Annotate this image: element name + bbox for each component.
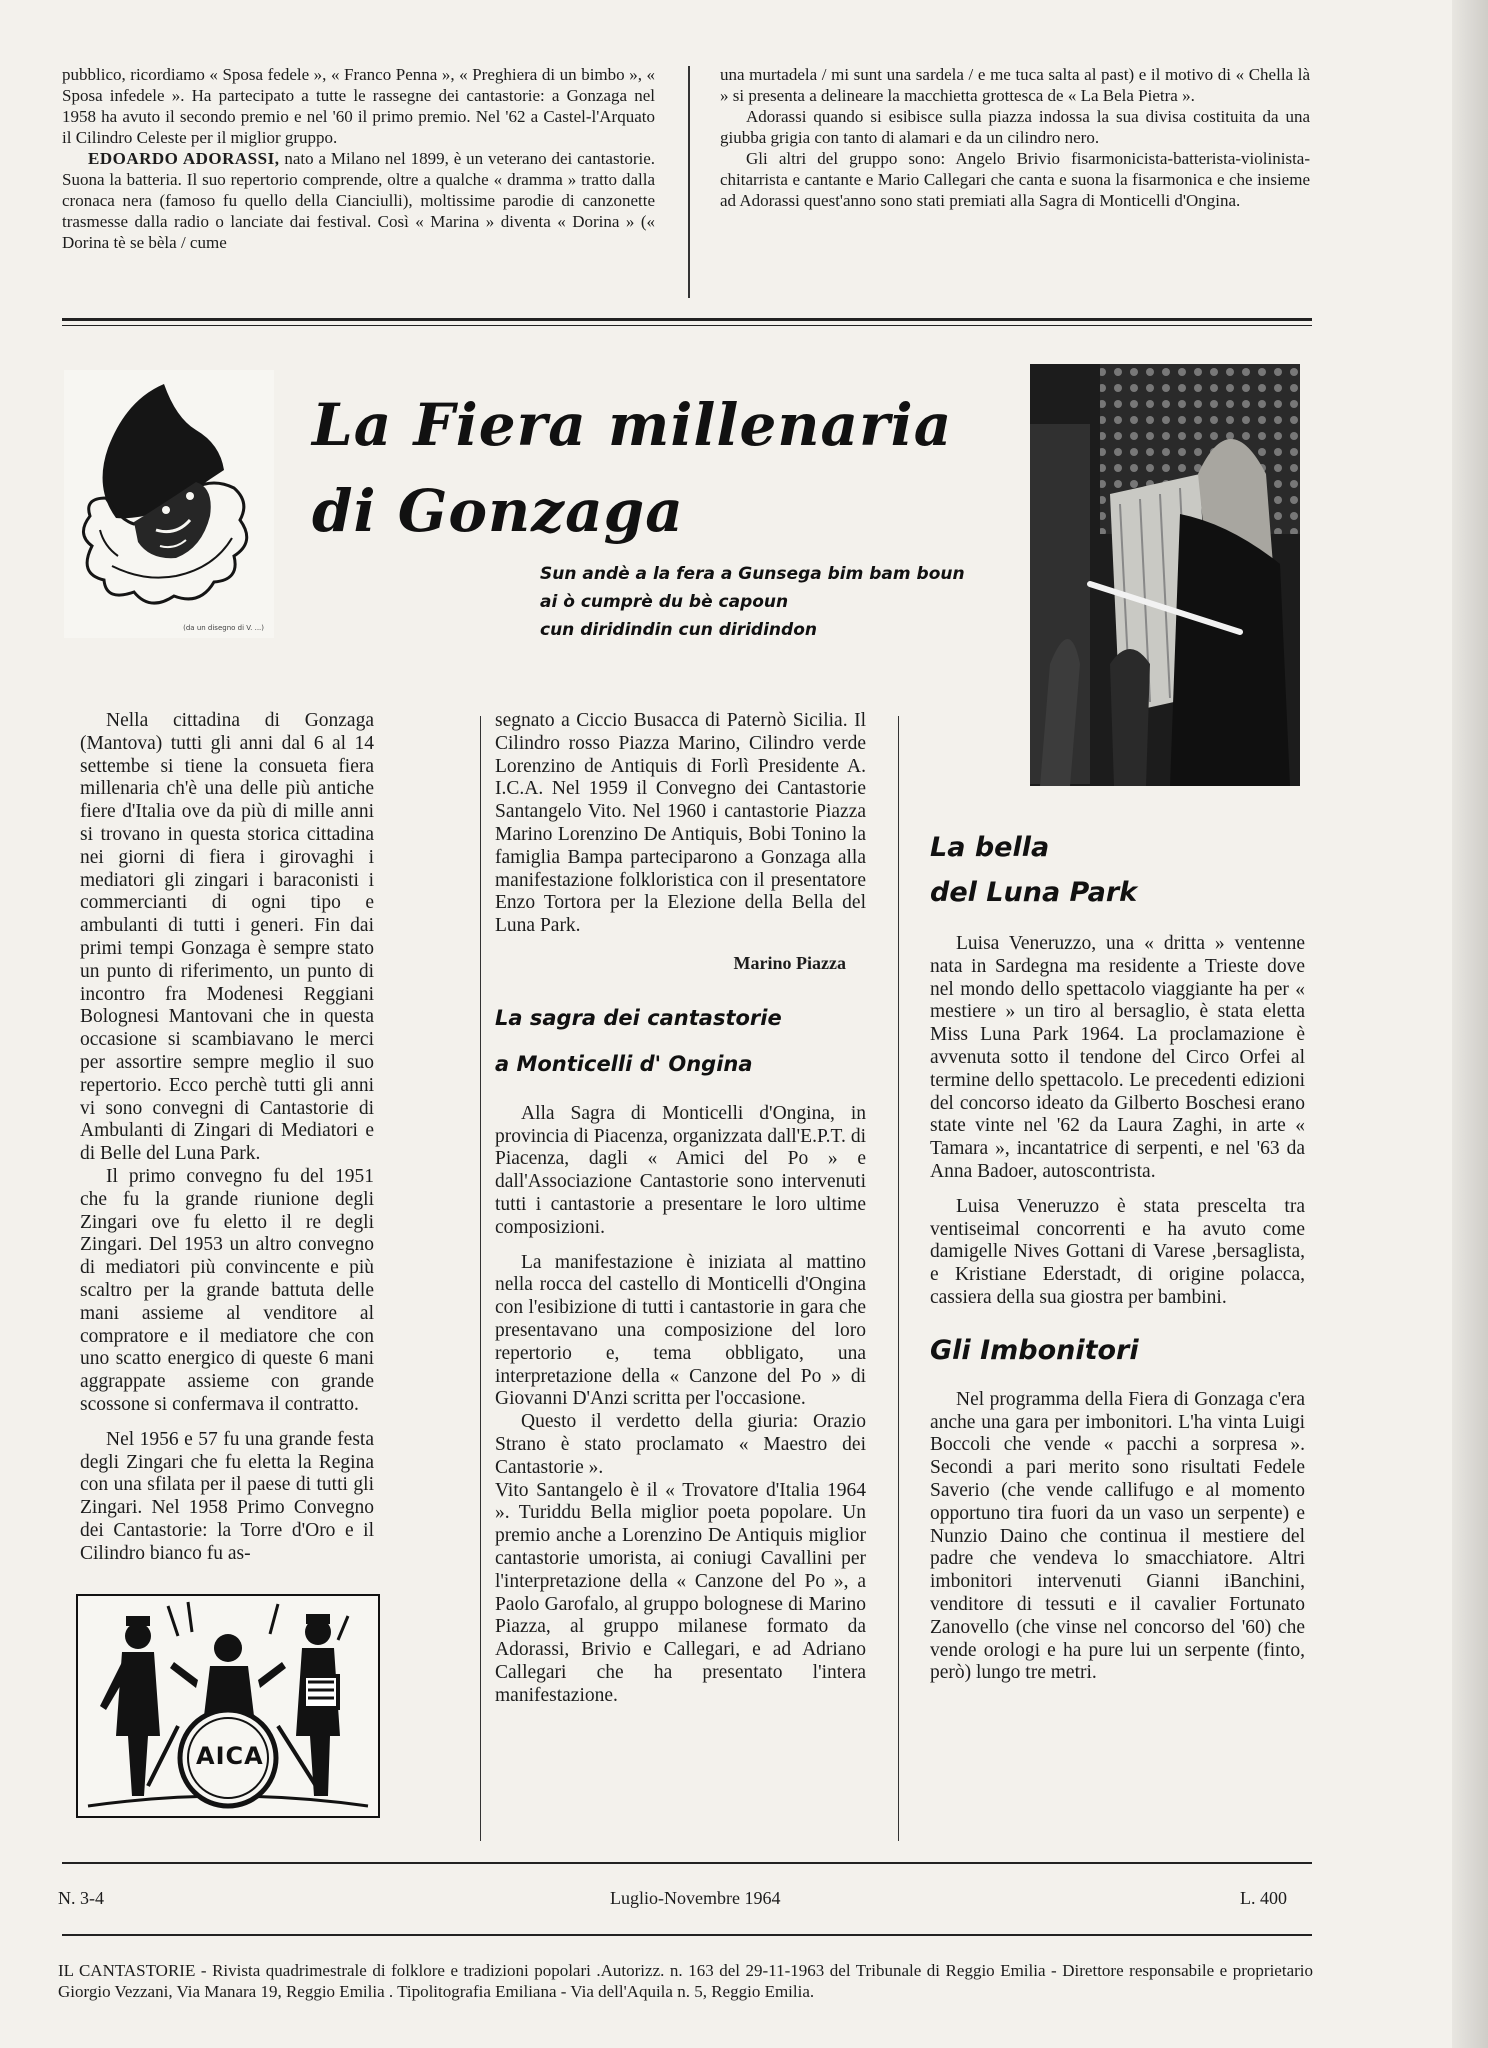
illustration-signature: (da un disegno di V. ...) bbox=[183, 624, 264, 632]
page-edge bbox=[1452, 0, 1488, 2048]
issue-date: Luglio-Novembre 1964 bbox=[610, 1888, 781, 1908]
bella-paragraph-2: Luisa Veneruzzo è stata prescelta tra ventiseimal concorrenti e ha avuto come damigelle Nives Gottani di Varese ,bersaglista, e Kristiane Ederstadt, di origine polacca, cassiera della sua giostra per bambini. bbox=[930, 1195, 1305, 1308]
fairground-photo bbox=[1030, 364, 1300, 786]
footer-divider-top bbox=[62, 1862, 1312, 1864]
column-divider-2 bbox=[898, 716, 899, 1841]
top-left-column bbox=[62, 64, 655, 253]
adorassi-name: EDOARDO ADORASSI, bbox=[88, 149, 280, 168]
top-right-column bbox=[720, 64, 1310, 211]
bella-heading bbox=[930, 825, 1305, 915]
epigraph-verse bbox=[540, 560, 1010, 644]
top-right-paragraph-2: Adorassi quando si esibisce sulla piazza indossa la sua divisa costituita da una giubba grigia con tanto di alamari e da un cilindro nero. bbox=[720, 107, 1310, 147]
colophon: IL CANTASTORIE - Rivista quadrimestrale di folklore e tradizioni popolari .Autorizz. n. 163 del 29-11-1963 del Tribunale di Reggio Emilia - Direttore responsabile e proprietario Giorgio Vezzani, Via Manara 19, Reggio Emilia . Tipolitografia Emiliana - Via dell'Aquila n. 5, Reggio Emilia. bbox=[58, 1961, 1313, 2001]
article-column-1 bbox=[80, 710, 374, 1565]
verse-line-3: cun diridindin cun diridindon bbox=[540, 620, 817, 640]
top-left-paragraph: pubblico, ricordiamo « Sposa fedele », « Franco Penna », « Preghiera di un bimbo », « Sposa infedele ». Ha partecipato a tutte le rassegne dei cantastorie: a Gonzaga nel 1958 ha avuto il secondo premio e nel '60 il primo premio. Nel '62 a Castel-l'Arquato il Cilindro Celeste per il miglior gruppo. bbox=[62, 65, 655, 147]
article-column-2 bbox=[495, 710, 866, 1707]
verse-line-2: ai ò cumprè du bè capoun bbox=[540, 592, 789, 612]
title-line-1: La Fiera millenaria bbox=[312, 391, 953, 459]
imbonitori-paragraph: Nel programma della Fiera di Gonzaga c'era anche una gara per imbonitori. L'ha vinta Luigi Boccoli che vende « pacchi a sorpresa ». Secondi a pari merito sono risultati Fedele Saverio (che vende callifugo e al momento opportuno tira fuori da un vaso un serpente) e Nunzio Daino che continua il mestiere del padre che vendeva lo smacchiatore. Altri imbonitori intervenuti Gianni iBanchini, venditore di tessuti e il cavalier Fortunato Zanovello (che vinse nel concorso del '60) che vende orologi e ha pure lui un serpente (finto, però) lungo tre metri. bbox=[930, 1388, 1305, 1684]
imbonitori-heading: Gli Imbonitori bbox=[930, 1334, 1139, 1366]
woodcut-drawing bbox=[78, 1596, 378, 1816]
sagra-heading-line-2: a Monticelli d' Ongina bbox=[495, 1051, 753, 1076]
photo-image bbox=[1030, 364, 1300, 786]
col1-paragraph-1: Nella cittadina di Gonzaga (Mantova) tutti gli anni dal 6 al 14 settembe si tiene la consueta fiera millenaria ch'è una delle più antiche fiere d'Italia ove da più di mille anni si trovano in questa storica cittadina nei giorni di fiera i girovaghi i mediatori gli zingari i baraconisti i commercianti di ogni tipo e ambulanti di tutti i generi. Fin dai primi tempi Gonzaga è sempre stato un punto di riferimento, un punto di incontro fra Modenesi Reggiani Bolognesi Mantovani che in questa occasione si scambiavano le merci per assortire sempre meglio il suo repertorio. Ecco perchè tutti gli anni vi sono convegni di Cantastorie di Ambulanti di Zingari di Mediatori e di Belle del Luna Park. bbox=[80, 710, 374, 1165]
top-column-divider bbox=[688, 66, 690, 298]
verse-line-1: Sun andè a la fera a Gunsega bim bam boun bbox=[540, 564, 965, 584]
cantastorie-woodcut bbox=[76, 1594, 380, 1818]
issue-price: L. 400 bbox=[1240, 1888, 1287, 1908]
pierrot-drawing bbox=[64, 370, 274, 638]
bella-heading-line-2: del Luna Park bbox=[930, 877, 1138, 908]
sagra-heading-line-1: La sagra dei cantastorie bbox=[495, 1005, 782, 1030]
col2-paragraph-1: segnato a Ciccio Busacca di Paternò Sicilia. Il Cilindro rosso Piazza Marino, Cilindro verde Lorenzino de Antiquis di Forlì Presidente A. I.C.A. Nel 1959 il Convegno dei Cantastorie Santangelo Vito. Nel 1960 i cantastorie Piazza Marino Lorenzino De Antiquis, Bobi Tonino la famiglia Bampa parteciparono a Gonzaga alla manifestazione folkloristica con il presentatore Enzo Tortora per la Elezione della Bella del Luna Park. bbox=[495, 710, 866, 937]
column-divider-1 bbox=[480, 716, 481, 1841]
sagra-paragraph-1: Alla Sagra di Monticelli d'Ongina, in provincia di Piacenza, organizzata dall'E.P.T. di Piacenza, dagli « Amici del Po » e dall'Associazione Cantastorie sono intervenuti tutti i cantastorie a presentare le loro ultime composizioni. bbox=[495, 1102, 866, 1238]
adorassi-paragraph bbox=[62, 148, 655, 253]
top-right-paragraph-1: una murtadela / mi sunt una sardela / e me tuca salta al past) e il motivo di « Chella là » si presenta a delineare la macchietta grottesca de « La Bela Pietra ». bbox=[720, 65, 1310, 105]
issue-number: N. 3-4 bbox=[58, 1888, 104, 1908]
adorassi-text: nato a Milano nel 1899, è un veterano dei cantastorie. Suona la batteria. Il suo repertorio comprende, oltre a qualche « dramma » tratto dalla cronaca nera (famoso fu quello della Cianciulli), moltissime parodie di canzonette trasmesse dalla radio o lanciate dai festival. Così « Marina » diventa « Dorina » (« Dorina tè se bèla / cume bbox=[62, 149, 655, 252]
footer-divider-bottom bbox=[62, 1934, 1312, 1936]
sagra-paragraph-2: La manifestazione è iniziata al mattino nella rocca del castello di Monticelli d'Ongina con l'esibizione di tutti i cantastorie in gara che presentavano una composizione del loro repertorio e, tema obbligato, una interpretazione della « Canzone del Po » di Giovanni D'Anzi scritta per l'occasione. bbox=[495, 1251, 866, 1410]
article-signature: Marino Piazza bbox=[733, 952, 846, 973]
article-title bbox=[312, 382, 1012, 554]
bella-paragraph-1: Luisa Veneruzzo, una « dritta » ventenne nata in Sardegna ma residente a Trieste dove nel mondo dello spettacolo viaggiante ha per « mestiere » un tiro al bersaglio, è stata eletta Miss Luna Park 1964. La proclamazione è avvenuta sotto il tendone del Circo Orfei al termine dello spettacolo. Le precedenti edizioni del concorso ideato da Gilberto Boschesi erano state vinte nel '62 da Laura Zaghi, in arte « Tamara », incantatrice di serpenti, e nel '63 da Anna Badoer, autoscontrista. bbox=[930, 933, 1305, 1182]
sagra-heading bbox=[495, 995, 866, 1087]
sagra-paragraph-4: Vito Santangelo è il « Trovatore d'Italia 1964 ». Turiddu Bella miglior poeta popolare. Un premio anche a Lorenzino De Antiquis miglior cantastorie umorista, ai coniugi Cavallini per l'interpretazione della « Canzone del Po », a Paolo Garofalo, al gruppo bolognese di Marino Piazza, al gruppo milanese formato da Adorassi, Brivio e Callegari, e ad Adriano Callegari che ha presentato l'intera manifestazione. bbox=[495, 1479, 866, 1706]
article-column-3 bbox=[930, 825, 1305, 1685]
bella-heading-line-1: La bella bbox=[930, 832, 1050, 863]
section-divider-thin bbox=[62, 325, 1312, 326]
top-right-paragraph-3: Gli altri del gruppo sono: Angelo Brivio fisarmonicista-batterista-violinista-chitarrista e cantante e Mario Callegari che canta e suona la fisarmonica e che insieme ad Adorassi quest'anno sono stati premiati alla Sagra di Monticelli d'Ongina. bbox=[720, 149, 1310, 210]
drum-label: AICA bbox=[196, 1742, 264, 1770]
sagra-paragraph-3: Questo il verdetto della giuria: Orazio Strano è stato proclamato « Maestro dei Cantastorie ». bbox=[495, 1411, 866, 1478]
pierrot-illustration bbox=[64, 370, 274, 638]
title-line-2: di Gonzaga bbox=[312, 477, 684, 545]
section-divider-top bbox=[62, 318, 1312, 321]
col1-paragraph-2: Il primo convegno fu del 1951 che fu la grande riunione degli Zingari ove fu eletto il re degli Zingari. Del 1953 un altro convegno di mediatori più convincente e più scaltro per la grande battuta delle mani assieme al venditore al compratore e il mediatore che con uno scatto energico di queste 6 mani aggrappate assieme con grande scossone si confermava il contratto. bbox=[80, 1165, 374, 1415]
col1-paragraph-3: Nel 1956 e 57 fu una grande festa degli Zingari che fu eletta la Regina con una sfilata per il paese di tutti gli Zingari. Nel 1958 Primo Convegno dei Cantastorie: la Torre d'Oro e il Cilindro bianco fu as- bbox=[80, 1428, 374, 1564]
